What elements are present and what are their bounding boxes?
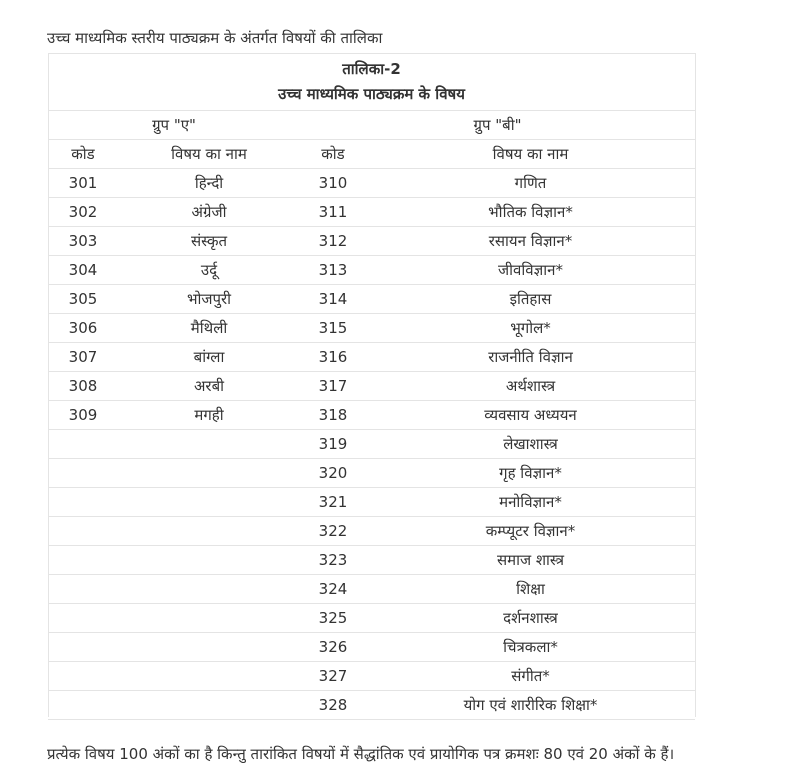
subject-a-cell: अंग्रेजी: [118, 198, 300, 227]
code-a-cell: [48, 633, 118, 662]
table-row: [48, 198, 695, 227]
group-b-label: ग्रुप "बी": [300, 111, 695, 140]
table-row: [48, 372, 695, 401]
code-b-cell: 322: [300, 517, 366, 546]
subjects-table: [48, 53, 695, 720]
code-b-cell: 323: [300, 546, 366, 575]
code-b-cell: 313: [300, 256, 366, 285]
table-heading: उच्च माध्यमिक पाठ्यक्रम के विषय: [278, 85, 465, 103]
subject-b-cell: गणित: [366, 169, 695, 198]
code-b-cell: 326: [300, 633, 366, 662]
code-b-cell: 319: [300, 430, 366, 459]
group-row: [48, 111, 695, 140]
subject-a-cell: [118, 459, 300, 488]
table-row: [48, 169, 695, 198]
subject-a-cell: [118, 604, 300, 633]
code-b-cell: 325: [300, 604, 366, 633]
table-row: [48, 604, 695, 633]
code-a-cell: [48, 459, 118, 488]
subject-a-cell: [118, 691, 300, 720]
subject-b-cell: शिक्षा: [366, 575, 695, 604]
subject-b-cell: इतिहास: [366, 285, 695, 314]
subject-b-cell: योग एवं शारीरिक शिक्षा*: [366, 691, 695, 720]
code-a-cell: 302: [48, 198, 118, 227]
table-number: तालिका-2: [342, 60, 401, 78]
table-row: [48, 343, 695, 372]
subject-b-cell: लेखाशास्त्र: [366, 430, 695, 459]
subject-b-cell: कम्प्यूटर विज्ञान*: [366, 517, 695, 546]
code-b-cell: 321: [300, 488, 366, 517]
code-a-cell: [48, 604, 118, 633]
code-a-cell: 306: [48, 314, 118, 343]
table-row: [48, 633, 695, 662]
code-b-cell: 314: [300, 285, 366, 314]
code-b-cell: 318: [300, 401, 366, 430]
code-b-cell: 320: [300, 459, 366, 488]
code-a-cell: 301: [48, 169, 118, 198]
subject-a-cell: बांग्ला: [118, 343, 300, 372]
table-title: [48, 54, 695, 111]
table-row: [48, 430, 695, 459]
code-b-cell: 316: [300, 343, 366, 372]
code-b-cell: 328: [300, 691, 366, 720]
subject-b-cell: गृह विज्ञान*: [366, 459, 695, 488]
code-b-cell: 324: [300, 575, 366, 604]
subject-a-cell: [118, 575, 300, 604]
column-header-row: [48, 140, 695, 169]
subject-a-cell: अरबी: [118, 372, 300, 401]
subject-a-cell: उर्दू: [118, 256, 300, 285]
code-a-cell: 304: [48, 256, 118, 285]
subject-a-cell: संस्कृत: [118, 227, 300, 256]
code-a-cell: [48, 517, 118, 546]
header-subject-b: विषय का नाम: [366, 140, 695, 169]
subject-b-cell: रसायन विज्ञान*: [366, 227, 695, 256]
subject-a-cell: हिन्दी: [118, 169, 300, 198]
table-title-row: [48, 54, 695, 111]
table-row: [48, 227, 695, 256]
subject-a-cell: [118, 488, 300, 517]
table-row: [48, 517, 695, 546]
subject-a-cell: [118, 633, 300, 662]
subject-a-cell: [118, 517, 300, 546]
code-a-cell: [48, 546, 118, 575]
table-row: [48, 401, 695, 430]
code-a-cell: [48, 575, 118, 604]
subject-b-cell: समाज शास्त्र: [366, 546, 695, 575]
code-a-cell: [48, 488, 118, 517]
header-code-a: कोड: [48, 140, 118, 169]
subject-b-cell: भूगोल*: [366, 314, 695, 343]
code-b-cell: 317: [300, 372, 366, 401]
subject-b-cell: जीवविज्ञान*: [366, 256, 695, 285]
code-a-cell: 308: [48, 372, 118, 401]
subject-a-cell: [118, 662, 300, 691]
subject-a-cell: [118, 430, 300, 459]
code-a-cell: [48, 662, 118, 691]
table-row: [48, 459, 695, 488]
code-b-cell: 310: [300, 169, 366, 198]
code-a-cell: 303: [48, 227, 118, 256]
code-b-cell: 312: [300, 227, 366, 256]
code-a-cell: 307: [48, 343, 118, 372]
table-row: [48, 285, 695, 314]
table-row: [48, 691, 695, 720]
table-row: [48, 488, 695, 517]
table-row: [48, 256, 695, 285]
code-b-cell: 327: [300, 662, 366, 691]
header-subject-a: विषय का नाम: [118, 140, 300, 169]
code-a-cell: [48, 691, 118, 720]
subject-a-cell: मैथिली: [118, 314, 300, 343]
subject-a-cell: भोजपुरी: [118, 285, 300, 314]
subject-b-cell: भौतिक विज्ञान*: [366, 198, 695, 227]
subject-b-cell: संगीत*: [366, 662, 695, 691]
subject-b-cell: दर्शनशास्त्र: [366, 604, 695, 633]
table-caption: उच्च माध्यमिक स्तरीय पाठ्यक्रम के अंतर्गत विषयों की तालिका: [47, 29, 383, 47]
subject-b-cell: राजनीति विज्ञान: [366, 343, 695, 372]
code-a-cell: [48, 430, 118, 459]
group-a-label: ग्रुप "ए": [48, 111, 300, 140]
subject-b-cell: चित्रकला*: [366, 633, 695, 662]
code-a-cell: 309: [48, 401, 118, 430]
code-a-cell: 305: [48, 285, 118, 314]
subject-a-cell: मगही: [118, 401, 300, 430]
table-row: [48, 575, 695, 604]
subject-b-cell: व्यवसाय अध्ययन: [366, 401, 695, 430]
subject-b-cell: अर्थशास्त्र: [366, 372, 695, 401]
footnote: प्रत्येक विषय 100 अंकों का है किन्तु तारांकित विषयों में सैद्धांतिक एवं प्रायोगिक पत्र क्रमशः 80 एवं 20 अंकों के हैं।: [47, 745, 675, 763]
subject-a-cell: [118, 546, 300, 575]
header-code-b: कोड: [300, 140, 366, 169]
code-b-cell: 315: [300, 314, 366, 343]
table-row: [48, 662, 695, 691]
table-row: [48, 314, 695, 343]
table-row: [48, 546, 695, 575]
code-b-cell: 311: [300, 198, 366, 227]
subject-b-cell: मनोविज्ञान*: [366, 488, 695, 517]
